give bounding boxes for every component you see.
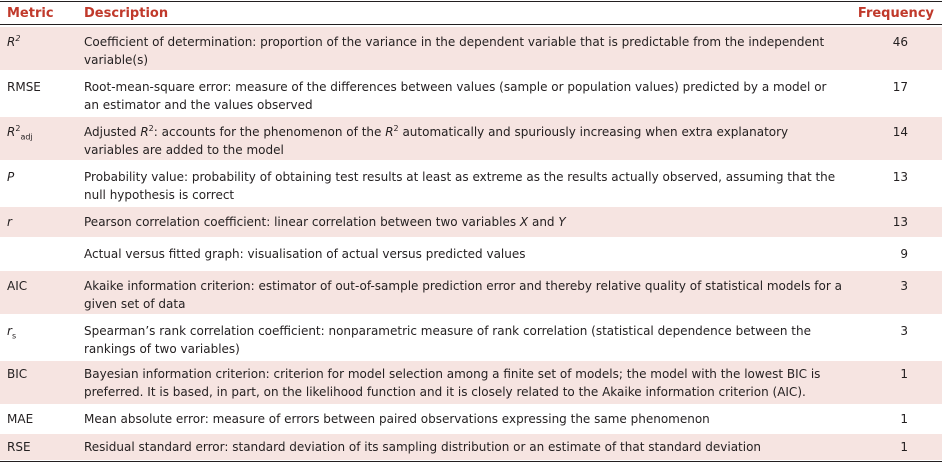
metric-cell: $R^2_{adj}$ <box>7 124 33 142</box>
description-cell: Pearson correlation coefficient: linear correlation between two variables X and Y <box>84 215 566 229</box>
table-row <box>0 434 942 460</box>
description-cell: Mean absolute error: measure of errors between paired observations expressing the same phenomenon <box>84 412 710 426</box>
table-row <box>0 406 942 432</box>
header-rule <box>0 24 942 25</box>
description-cell: Bayesian information criterion: criterion for model selection among a finite set of models; the model with the lowest BIC is preferred. It is based, in part, on the likelihood function and it is closely related to the Akaike information criterion (AIC). <box>84 367 821 399</box>
table-row <box>0 117 942 160</box>
frequency-cell: 14 <box>892 125 908 139</box>
table-bottom-rule <box>0 461 942 462</box>
description-cell: Adjusted $R^2$: accounts for the phenomenon of the $R^2$ automatically and spuriously increasing when extra explanatory variables are added to the model <box>84 124 789 157</box>
table-row <box>0 27 942 70</box>
table-row <box>0 162 942 205</box>
description-cell: Root-mean-square error: measure of the differences between values (sample or population values) predicted by a model or an estimator and the values observed <box>84 80 827 112</box>
frequency-cell: 1 <box>900 367 908 381</box>
metric-cell: RSE <box>7 440 31 454</box>
table-row <box>0 207 942 237</box>
metric-cell: $R^2$ <box>7 34 21 49</box>
description-cell: Residual standard error: standard deviation of its sampling distribution or an estimate of that standard deviation <box>84 440 762 454</box>
header-metric: Metric <box>7 6 54 21</box>
frequency-cell: 13 <box>892 170 908 184</box>
frequency-cell: 17 <box>892 80 908 94</box>
header-frequency: Frequency <box>857 6 934 21</box>
frequency-cell: 9 <box>900 247 908 261</box>
description-cell: Spearman’s rank correlation coefficient: nonparametric measure of rank correlation (statistical dependence between the rankings of two variables) <box>84 324 811 356</box>
frequency-cell: 1 <box>900 412 908 426</box>
metric-cell: RMSE <box>7 80 41 94</box>
frequency-cell: 46 <box>892 35 908 49</box>
metric-cell: P <box>7 170 15 184</box>
frequency-cell: 1 <box>900 440 908 454</box>
table-row <box>0 72 942 115</box>
table-row <box>0 361 942 404</box>
table-row <box>0 316 942 359</box>
metric-cell: $r_s$ <box>7 324 17 341</box>
metric-cell: MAE <box>7 412 34 426</box>
metric-cell: AIC <box>7 279 28 293</box>
description-cell: Coefficient of determination: proportion of the variance in the dependent variable that is predictable from the independent variable(s) <box>84 35 825 67</box>
frequency-cell: 13 <box>892 215 908 229</box>
table-header-row <box>0 0 942 24</box>
table-row <box>0 239 942 269</box>
description-cell: Akaike information criterion: estimator of out-of-sample prediction error and thereby relative quality of statistical models for a given set of data <box>84 279 842 311</box>
table-row <box>0 271 942 314</box>
metric-cell: BIC <box>7 367 28 381</box>
metric-cell: r <box>7 215 12 229</box>
frequency-cell: 3 <box>900 324 908 338</box>
description-cell: Actual versus fitted graph: visualisation of actual versus predicted values <box>84 247 526 261</box>
description-cell: Probability value: probability of obtaining test results at least as extreme as the results actually observed, assuming that the null hypothesis is correct <box>84 170 836 202</box>
header-description: Description <box>84 6 169 21</box>
frequency-cell: 3 <box>900 279 908 293</box>
